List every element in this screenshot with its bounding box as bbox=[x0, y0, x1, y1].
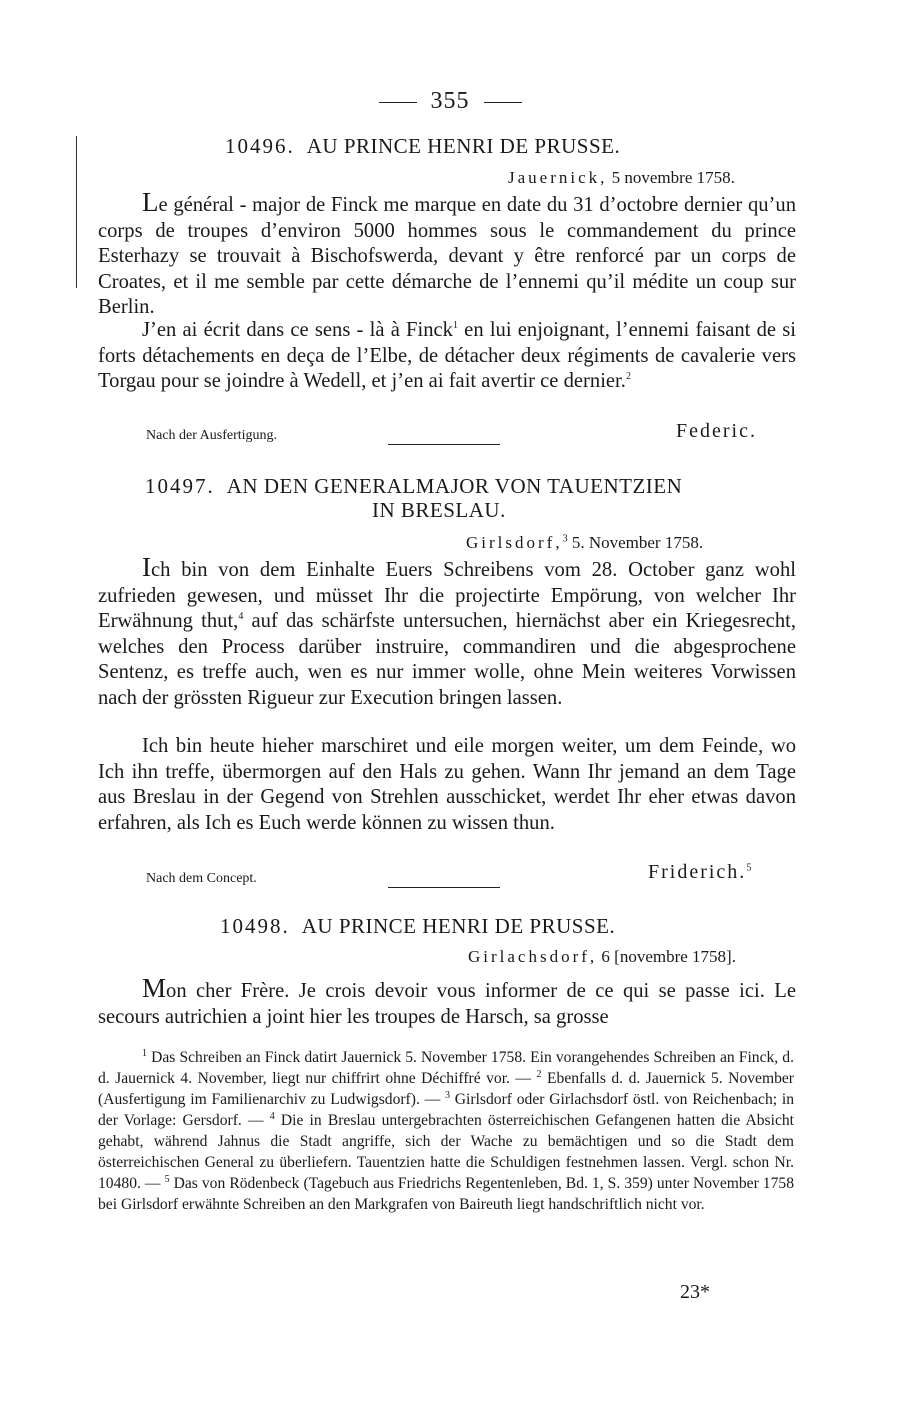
header-dash-right bbox=[484, 102, 522, 103]
letter-title bbox=[145, 474, 682, 499]
initial-letter: L bbox=[142, 187, 159, 217]
page-number: 355 bbox=[430, 88, 470, 114]
letter-number: 10498. bbox=[220, 914, 290, 938]
signature bbox=[648, 861, 751, 884]
signature-mark: 23* bbox=[680, 1281, 710, 1303]
footnote-marker: 1 bbox=[142, 1047, 147, 1059]
paragraph-text: Ich bin heute hieher marschiret und eile morgen weiter, um dem Feinde, wo Ich ihn treffe, übermorgen auf den Hals zu gehen. Wann Ihr jemand an dem Tage aus Breslau in der Gegend von Strehlen ausschicket, werdet Ihr eher etwas davon erfahren, als Ich es Euch werde können zu wissen thun. bbox=[98, 735, 796, 834]
paragraph-text: e général - major de Finck me marque en date du 31 d’octobre dernier qu’un corps de troupes d’environ 5000 hommes sous le commandement du prince Esterhazy se trouvait à Bischofswerda, devant y être renforcé par un corps de Croates, et il me semble par cette démarche de l’ennemi qu’il médite un coup sur Berlin. bbox=[98, 194, 796, 319]
letter-title bbox=[225, 134, 620, 159]
source-note: Nach dem Concept. bbox=[146, 871, 257, 886]
letter-heading: AN DEN GENERALMAJOR VON TAUENTZIEN bbox=[226, 474, 683, 498]
footnote-text: Girlsdorf oder Girlachsdorf östl. von Reichenbach; in der Vorlage: Gersdorf. — bbox=[98, 1091, 794, 1129]
separator-rule bbox=[388, 444, 500, 445]
footnote-ref: 3 bbox=[562, 533, 568, 545]
footnote-marker: 3 bbox=[445, 1089, 451, 1101]
source-note: Nach der Ausfertigung. bbox=[146, 428, 278, 443]
footnote-ref: 5 bbox=[746, 862, 752, 874]
initial-letter: I bbox=[142, 552, 151, 582]
letter-number: 10497. bbox=[145, 474, 215, 498]
footnote-marker: 2 bbox=[536, 1068, 542, 1080]
dateline-place: Girlsdorf, bbox=[466, 533, 563, 552]
dateline-place: Girlachsdorf, bbox=[468, 947, 598, 966]
footnote-ref: 1 bbox=[452, 320, 458, 332]
dateline bbox=[508, 168, 735, 188]
footnote-text: Das Schreiben an Finck datirt Jauernick 5. November 1758. Ein vorangehendes Schreiben an Finck, d. d. Jauernick 4. November, liegt nur chiffrirt ohne Déchiffré vor. — bbox=[98, 1049, 794, 1087]
footnote-text: Ebenfalls d. d. Jauernick 5. November (Ausfertigung im Familienarchiv zu Ludwigsdorf). — bbox=[98, 1070, 794, 1108]
letter-paragraph bbox=[98, 734, 796, 836]
paragraph-text: J’en ai écrit dans ce sens - là à Finck bbox=[142, 319, 453, 341]
dateline-date: 5 novembre 1758. bbox=[607, 168, 735, 187]
letter-paragraph bbox=[98, 973, 796, 1030]
dateline-date: 5. November 1758. bbox=[567, 533, 704, 552]
paragraph-text: auf das schärfste untersuchen, hiernächst aber ein Kriegesrecht, welches den Process darüber instruire, commandiren und die abgesprochene Sentenz, es treffe auch, wen es nur immer wolle, ohne Mein weiteres Vorwissen nach der grössten Rigueur zur Execution bringen lassen. bbox=[98, 610, 796, 709]
letter-heading: AU PRINCE HENRI DE PRUSSE. bbox=[301, 914, 616, 938]
paragraph-text: on cher Frère. Je crois devoir vous informer de ce qui se passe ici. Le secours autrichien a joint hier les troupes de Harsch, sa grosse bbox=[98, 980, 796, 1028]
letter-title bbox=[220, 914, 615, 939]
letter-paragraph bbox=[98, 552, 796, 712]
signature-name: Friderich. bbox=[648, 861, 747, 883]
margin-rule bbox=[76, 136, 77, 288]
paragraph-text: en lui enjoignant, l’ennemi faisant de si forts détachements en deça de l’Elbe, de détacher deux régiments de cavalerie vers Torgau pour se joindre à Wedell, et j’en ai fait avertir ce dernier. bbox=[98, 319, 796, 393]
letter-paragraph bbox=[98, 318, 796, 395]
letter-number: 10496. bbox=[225, 134, 295, 158]
separator-rule bbox=[388, 887, 500, 888]
footnote-text: Das von Rödenbeck (Tagebuch aus Friedrichs Regentenleben, Bd. 1, S. 359) unter November 1758 bei Girlsdorf erwähnte Schreiben an den Markgrafen von Baireuth liegt handschriftlich nicht vor. bbox=[98, 1175, 794, 1213]
dateline bbox=[466, 533, 703, 553]
dateline-date: 6 [novembre 1758]. bbox=[597, 947, 736, 966]
footnote-ref: 4 bbox=[238, 611, 244, 623]
signature: Federic. bbox=[676, 420, 757, 442]
letter-heading: AU PRINCE HENRI DE PRUSSE. bbox=[306, 134, 621, 158]
letter-title-line2: IN BRESLAU. bbox=[372, 498, 506, 522]
initial-letter: M bbox=[142, 973, 167, 1003]
header-dash-left bbox=[379, 102, 417, 103]
footnote-marker: 4 bbox=[269, 1110, 275, 1122]
footnote-ref: 2 bbox=[625, 371, 631, 383]
footnotes bbox=[98, 1047, 794, 1215]
letter-paragraph bbox=[98, 187, 796, 321]
page-header bbox=[0, 88, 900, 115]
footnote-text: Die in Breslau untergebrachten österreichischen Gefangenen hatten die Absicht gehabt, während Jahnus die Stadt angriffe, sich der Wache zu bemächtigen und so die Stadt dem österreichischen General zu überliefern. Tauentzien hatte die Schuldigen festnehmen lassen. Vergl. schon Nr. 10480. — bbox=[98, 1112, 794, 1192]
dateline-place: Jauernick, bbox=[508, 168, 608, 187]
paragraph-text: ch bin von dem Einhalte Euers Schreibens vom 28. October ganz wohl zufrieden gewesen, und müsset Ihr die projectirte Empörung, von welcher Ihr Erwähnung thut, bbox=[98, 559, 796, 633]
dateline bbox=[468, 947, 736, 967]
footnote-marker: 5 bbox=[164, 1173, 170, 1185]
